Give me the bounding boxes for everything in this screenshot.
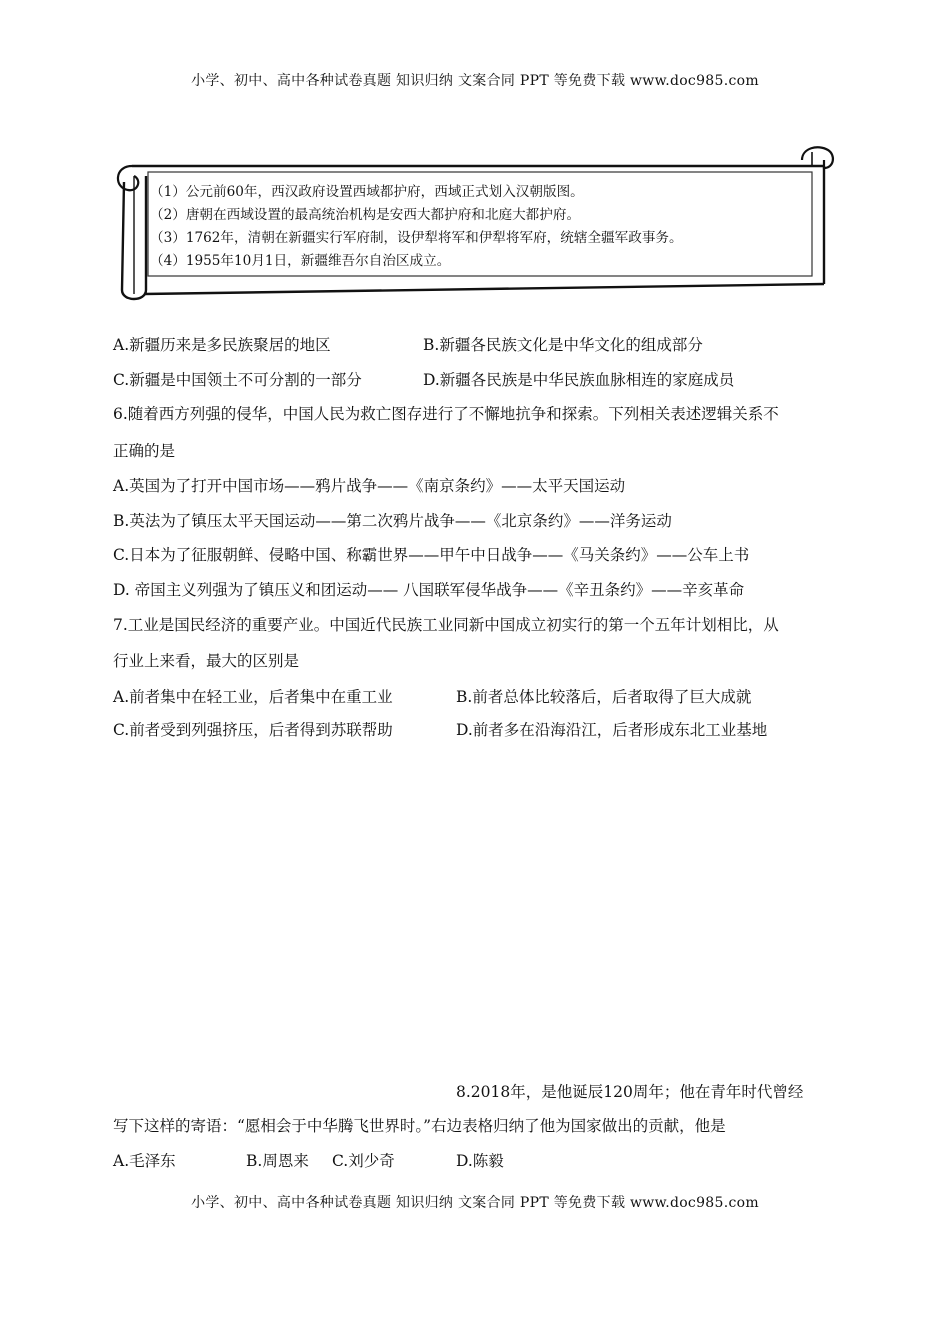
- q6-option-a: A.英国为了打开中国市场——鸦片战争——《南京条约》——太平天国运动: [113, 477, 626, 495]
- q7-stem-line2: 行业上来看，最大的区别是: [113, 652, 300, 670]
- q6-option-c: C.日本为了征服朝鲜、侵略中国、称霸世界——甲午中日战争——《马关条约》——公车上书: [113, 546, 750, 564]
- q6-stem-line1: 6.随着西方列强的侵华，中国人民为救亡图存进行了不懈地抗争和探索。下列相关表述逻辑关系不: [113, 405, 779, 423]
- scroll-item-1: （1）公元前60年，西汉政府设置西域都护府，西域正式划入汉朝版图。: [150, 184, 584, 200]
- q5-option-a: A.新疆历来是多民族聚居的地区: [113, 336, 331, 354]
- scroll-item-3: （3）1762年，清朝在新疆实行军府制，设伊犁将军和伊犁将军府，统辖全疆军政事务。: [150, 230, 683, 246]
- q5-option-c: C.新疆是中国领土不可分割的一部分: [113, 371, 362, 389]
- q6-option-d: D. 帝国主义列强为了镇压义和团运动—— 八国联军侵华战争——《辛丑条约》——辛亥革命: [113, 581, 745, 599]
- page-header: 小学、初中、高中各种试卷真题 知识归纳 文案合同 PPT 等免费下载 www.doc985.com: [191, 73, 759, 89]
- q7-option-b: B.前者总体比较落后，后者取得了巨大成就: [456, 688, 752, 706]
- scroll-item-4: （4）1955年10月1日，新疆维吾尔自治区成立。: [150, 253, 451, 269]
- q6-stem-line2: 正确的是: [113, 442, 176, 460]
- q8-option-c: C.刘少奇: [332, 1152, 395, 1170]
- q7-stem-line1: 7.工业是国民经济的重要产业。中国近代民族工业同新中国成立初实行的第一个五年计划相比，从: [113, 616, 779, 634]
- q7-option-d: D.前者多在沿海沿江，后者形成东北工业基地: [456, 721, 768, 739]
- page-footer: 小学、初中、高中各种试卷真题 知识归纳 文案合同 PPT 等免费下载 www.doc985.com: [191, 1195, 759, 1211]
- q5-option-b: B.新疆各民族文化是中华文化的组成部分: [423, 336, 703, 354]
- q6-option-b: B.英法为了镇压太平天国运动——第二次鸦片战争——《北京条约》——洋务运动: [113, 512, 672, 530]
- scroll-item-2: （2）唐朝在西域设置的最高统治机构是安西大都护府和北庭大都护府。: [150, 207, 581, 223]
- q7-option-a: A.前者集中在轻工业，后者集中在重工业: [113, 688, 393, 706]
- q8-stem-line1: 8.2018年，是他诞辰120周年；他在青年时代曾经: [456, 1083, 804, 1101]
- q7-option-c: C.前者受到列强挤压，后者得到苏联帮助: [113, 721, 393, 739]
- q5-option-d: D.新疆各民族是中华民族血脉相连的家庭成员: [423, 371, 735, 389]
- q8-stem-line2: 写下这样的寄语：“愿相会于中华腾飞世界时。”右边表格归纳了他为国家做出的贡献，他是: [113, 1117, 726, 1135]
- q8-option-d: D.陈毅: [456, 1152, 504, 1170]
- q8-option-b: B.周恩来: [246, 1152, 309, 1170]
- q8-option-a: A.毛泽东: [113, 1152, 176, 1170]
